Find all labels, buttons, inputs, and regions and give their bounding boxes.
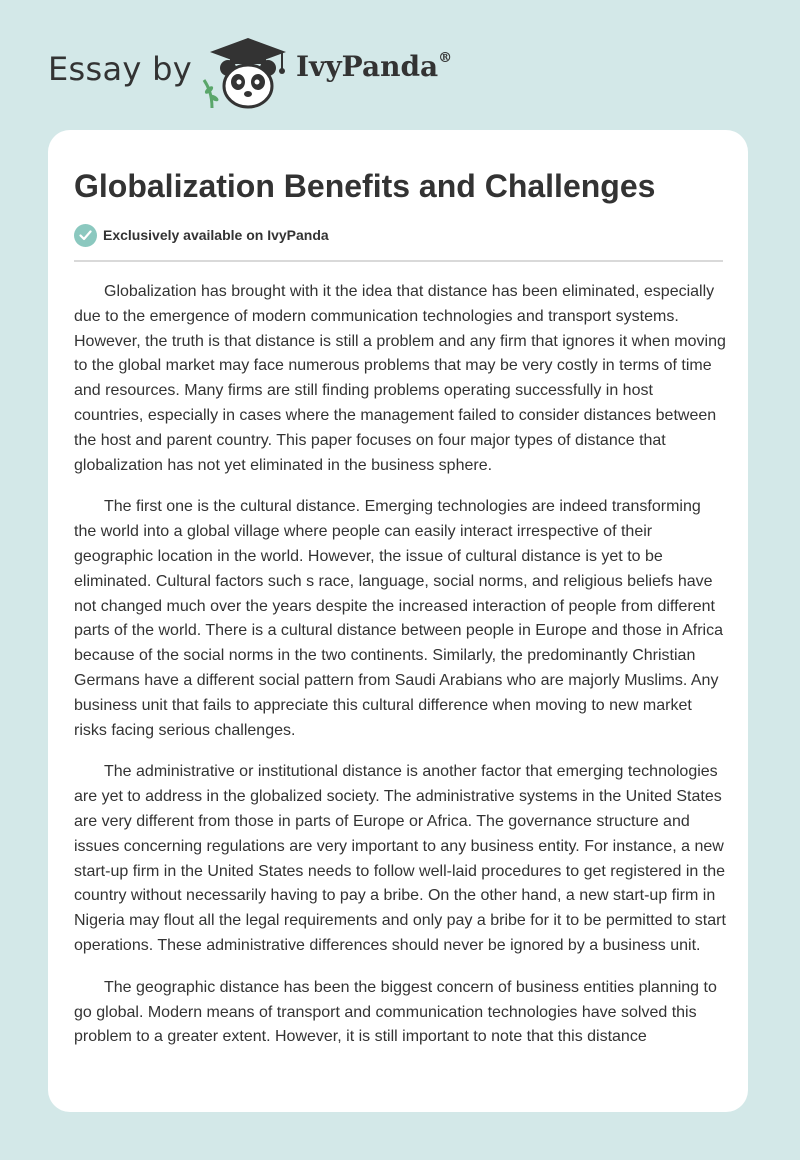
- brand-name-text: IvyPanda: [296, 50, 439, 83]
- title-divider: [74, 260, 723, 262]
- paragraph: The first one is the cultural distance. Emerging technologies are indeed transforming the world into a global village where people can easily interact irrespective of their geographic location in the world. However, the issue of cultural distance is yet to be eliminated. Cultural factors such s race, language, social norms, and religious beliefs have not changed much over the years despite the increased interaction of people from different parts of the world. There is a cultural distance between people in Europe and those in Africa because of the social norms in the two continents. Similarly, the predominantly Christian Germans have a different social pattern from Saudi Arabians who are majorly Muslims. Any business unit that fails to appreciate this cultural difference when moving to new market risks facing serious challenges.: [74, 498, 723, 739]
- exclusive-badge-label: Exclusively available on IvyPanda: [103, 227, 329, 243]
- paragraph: Globalization has brought with it the idea that distance has been eliminated, especially due to the emergence of modern communication technologies and transport systems. However, the truth is that distance is still a problem and any firm that ignores it when moving to the global market may face numerous problems that may be very costly in terms of time and resources. Many firms are still finding problems operating successfully in host countries, especially in cases where the management failed to consider distances between the host and parent country. This paper focuses on four major types of distance that globalization has not yet eliminated in the business sphere.: [74, 283, 726, 474]
- registered-mark: ®: [438, 49, 453, 66]
- exclusive-badge: [74, 223, 329, 247]
- site-header: [0, 0, 800, 130]
- essay-card: [48, 130, 748, 1112]
- brand-name[interactable]: [296, 50, 452, 83]
- essay-body: [74, 280, 726, 1067]
- paragraph: The geographic distance has been the biggest concern of business entities planning to go global. Modern means of transport and communication technologies have solved this problem to a greater extent. However, it is still important to note that this distance: [74, 978, 717, 1046]
- checkmark-icon: [74, 224, 97, 247]
- panda-logo-icon[interactable]: [200, 36, 296, 110]
- paragraph: The administrative or institutional distance is another factor that emerging technologies are yet to address in the globalized society. The administrative systems in the United States are very different from those in parts of Europe or Africa. The governance structure and issues concerning regulations are very important to any business entity. For instance, a new start-up firm in the United States needs to follow well-laid procedures to get registered in the country without necessarily having to pay a bribe. On the other hand, a new start-up firm in Nigeria may flout all the legal requirements and only pay a bribe for it to be permitted to start operations. These administrative differences should never be ignored by a business unit.: [74, 763, 726, 954]
- essay-by-label: Essay by: [48, 50, 192, 88]
- page-title: Globalization Benefits and Challenges: [74, 168, 656, 204]
